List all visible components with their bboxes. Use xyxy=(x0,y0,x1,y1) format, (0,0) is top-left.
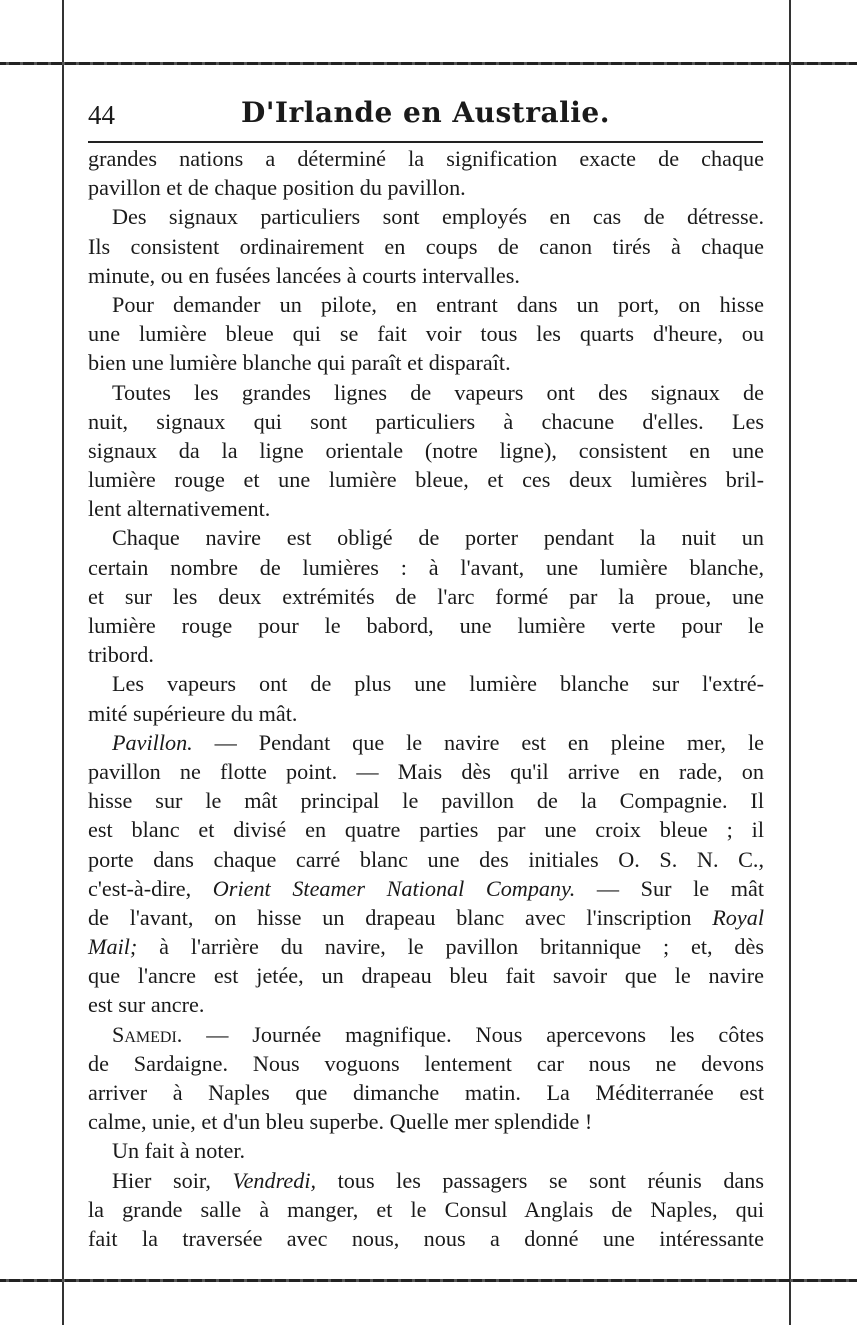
small-caps-text: Samedi. xyxy=(112,1021,183,1047)
body-text xyxy=(88,144,764,1253)
text-line: grandes nations a déterminé la signification exacte de chaque xyxy=(88,146,764,171)
text-line: lumière rouge pour le babord, une lumière verte pour le xyxy=(88,613,764,638)
text-segment: de l'avant, on hisse un drapeau blanc avec l'inscription xyxy=(88,904,713,930)
text-line: pavillon ne flotte point. — Mais dès qu'il arrive en rade, on xyxy=(88,758,764,784)
text-line xyxy=(88,728,764,757)
text-line: certain nombre de lumières : à l'avant, une lumière blanche, xyxy=(88,554,764,580)
text-line: mité supérieure du mât. xyxy=(88,700,298,726)
text-line xyxy=(88,932,764,961)
text-line: la grande salle à manger, et le Consul Anglais de Naples, qui xyxy=(88,1196,764,1222)
text-line: Chaque navire est obligé de porter pendant la nuit un xyxy=(112,525,764,551)
text-line: fait la traversée avec nous, nous a donné une intéressante xyxy=(88,1225,764,1251)
text-line xyxy=(88,1166,764,1195)
italic-text: Vendredi, xyxy=(232,1167,317,1193)
text-line: lent alternativement. xyxy=(88,496,271,522)
text-line xyxy=(88,874,764,903)
text-line: arriver à Naples que dimanche matin. La Méditerranée est xyxy=(88,1080,764,1105)
text-line xyxy=(88,1020,764,1049)
text-segment: Hier soir, xyxy=(112,1167,233,1193)
text-segment: — Sur le mât xyxy=(575,875,765,901)
text-line: bien une lumière blanche qui paraît et disparaît. xyxy=(88,350,511,376)
text-line: Les vapeurs ont de plus une lumière blanche sur l'extré- xyxy=(112,671,764,697)
text-line: est sur ancre. xyxy=(88,992,205,1018)
text-line: calme, unie, et d'un bleu superbe. Quelle mer splendide ! xyxy=(88,1109,593,1135)
text-segment: c'est-à-dire, xyxy=(88,875,213,901)
italic-text: Orient Steamer National Company. xyxy=(212,875,576,901)
text-line: Ils consistent ordinairement en coups de canon tirés à chaque xyxy=(88,233,764,259)
text-segment: — Journée magnifique. Nous apercevons les côtes xyxy=(182,1021,764,1047)
page-border-left xyxy=(62,0,64,1325)
text-line: une lumière bleue qui se fait voir tous les quarts d'heure, ou xyxy=(88,321,764,347)
text-line: signaux da la ligne orientale (notre ligne), consistent en une xyxy=(88,437,764,463)
page-border-bottom xyxy=(0,1279,857,1282)
text-line: porte dans chaque carré blanc une des initiales O. S. N. C., xyxy=(88,846,764,872)
text-line: Toutes les grandes lignes de vapeurs ont des signaux de xyxy=(112,379,764,405)
page-number: 44 xyxy=(88,100,115,130)
text-line: est blanc et divisé en quatre parties par une croix bleue ; il xyxy=(88,817,764,843)
text-line: Pour demander un pilote, en entrant dans un port, on hisse xyxy=(112,291,764,317)
italic-text: Pavillon. xyxy=(112,729,193,755)
text-line: de Sardaigne. Nous voguons lentement car nous ne devons xyxy=(88,1050,764,1076)
text-segment: tous les passagers se sont réunis dans xyxy=(316,1167,764,1193)
page-border-top xyxy=(0,62,857,65)
text-line: Un fait à noter. xyxy=(112,1138,246,1164)
text-line xyxy=(88,903,764,932)
text-line: tribord. xyxy=(88,642,154,668)
text-segment: à l'arrière du navire, le pavillon britannique ; et, dès xyxy=(137,934,764,960)
text-line: Des signaux particuliers sont employés en cas de détresse. xyxy=(112,204,764,230)
text-segment: — Pendant que le navire est en pleine mer, le xyxy=(192,729,764,755)
text-line: nuit, signaux qui sont particuliers à chacune d'elles. Les xyxy=(88,408,764,434)
italic-text: Royal xyxy=(712,904,764,930)
text-line: minute, ou en fusées lancées à courts intervalles. xyxy=(88,262,520,288)
text-line: pavillon et de chaque position du pavillon. xyxy=(88,175,466,201)
header-rule xyxy=(88,141,763,143)
text-line: lumière rouge et une lumière bleue, et ces deux lumières bril- xyxy=(88,467,764,493)
running-title: D'Irlande en Australie. xyxy=(241,96,610,129)
text-line: et sur les deux extrémités de l'arc formé par la proue, une xyxy=(88,583,764,609)
text-line: que l'ancre est jetée, un drapeau bleu fait savoir que le navire xyxy=(88,963,764,989)
page-border-right xyxy=(789,0,791,1325)
italic-text: Mail; xyxy=(88,934,138,960)
page-header xyxy=(88,96,763,136)
text-line: hisse sur le mât principal le pavillon de la Compagnie. Il xyxy=(88,788,764,814)
